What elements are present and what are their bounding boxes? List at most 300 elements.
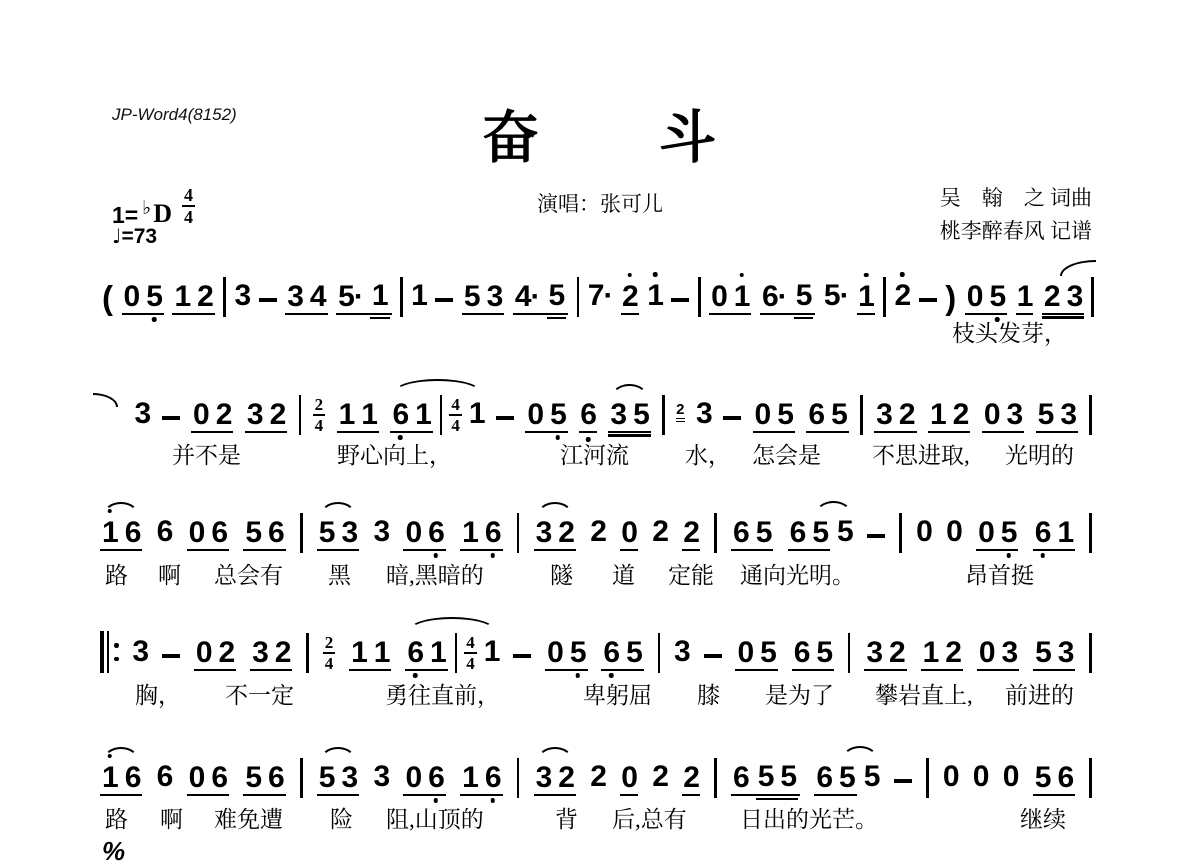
note [946,517,962,547]
lyric: 枝头发芽， [952,321,1067,346]
note-digit: 6 [268,760,284,794]
note-digit: 3 [1006,397,1023,431]
note [795,278,812,312]
beam-group [1033,760,1075,796]
barline [1089,395,1092,435]
note [373,635,390,669]
tie-from-previous-line [97,393,123,435]
lyric: 怎会是 [752,443,821,468]
note-digit: 3 [866,635,882,669]
barline [300,758,303,798]
note-digit: 6 [484,515,501,549]
note [428,515,444,549]
octave-dot-above [900,272,905,277]
note [793,635,810,669]
beam-group [753,397,795,433]
note [252,635,268,669]
beam-group [349,635,391,671]
quarter-note-icon: ♩ [112,224,122,248]
beam-group [513,278,568,315]
beam-group [982,397,1024,433]
note [268,515,284,549]
note-digit: 1 [351,635,367,669]
slur-group [534,515,576,551]
credit-transcriber: 桃李醉春风 记谱 [939,219,1092,243]
slur-group [814,762,879,799]
note [682,760,700,796]
barline [1089,758,1092,798]
note-digit: 0 [405,515,422,549]
note [737,635,754,669]
note-digit: 6 [1034,515,1051,549]
slur-group [608,397,650,433]
note [174,279,191,313]
note [652,517,668,547]
note [831,397,847,431]
note-digit: 6 [156,515,173,548]
octave-dot-below [1040,553,1045,558]
beam-group [243,515,285,551]
note-digit: 2 [590,515,606,548]
note [812,515,829,549]
note [373,762,389,792]
close-parenthesis: ) [945,279,957,316]
note [922,635,939,669]
lyric: 野心向上， [337,443,452,468]
lyric: 后,总有 [612,807,687,832]
note [929,397,946,431]
note-digit: 1 [174,279,191,313]
note-digit: 6 [1057,760,1074,794]
lyric: 攀岩直上, [875,683,973,708]
note [218,635,235,669]
note [157,762,173,792]
note [351,635,367,669]
lyric: 江河流 [560,443,629,468]
beam-group [337,397,379,433]
lyric: 是为了 [765,683,834,708]
note-digit: 6 [733,515,749,549]
note-digit: 3 [535,515,552,549]
barline [577,277,580,317]
note-digit: 2 [218,635,235,669]
beam-group [1036,397,1078,433]
note [816,635,833,669]
beam-group [243,760,285,796]
beam-group [792,635,834,671]
octave-dot-above [108,754,113,759]
note-digit: 5 [831,397,847,431]
note [696,399,712,429]
note-digit: 1 [462,515,478,549]
note [579,397,597,433]
octave-dot-above [864,273,869,278]
beam-group [460,760,502,796]
note [338,279,363,313]
note [943,762,959,792]
dash-note [894,779,912,783]
note [876,397,892,431]
note-digit: 3 [695,397,712,430]
note [361,397,377,431]
slur-group [788,517,853,554]
beam-group [462,279,504,315]
note-digit: 5 [633,397,649,431]
note-digit: 0 [978,515,994,549]
beam-group [370,278,390,312]
note [866,635,882,669]
note [411,281,427,311]
lyric: 路 [105,807,128,832]
notation-line [100,628,1092,674]
note-digit: 0 [195,635,212,669]
slur-group [405,633,499,674]
note [889,635,905,669]
note [268,760,284,794]
dash-note [496,416,514,420]
beam-group [336,278,391,315]
song-title: 奋 斗 [482,107,718,170]
lyric: 啊 [158,563,181,588]
note [188,760,205,794]
note [898,397,915,431]
open-parenthesis: ( [102,279,113,316]
note [1006,397,1023,431]
beam-group [756,759,798,793]
note-digit: 6 [580,397,596,431]
beam-group [977,635,1019,671]
note-digit: 0 [737,635,754,669]
note-digit: 6 [428,515,444,549]
repeat-start-sign [100,631,119,673]
note [211,760,228,794]
note [647,281,663,311]
barline [848,633,851,673]
note-digit: 3 [341,515,358,549]
note-digit: 3 [287,279,303,313]
lyric: 水， [685,443,731,468]
note [1016,279,1034,315]
note [535,760,552,794]
note [392,397,409,431]
note [755,515,772,549]
slur-group [100,515,142,551]
note [978,515,994,549]
key-letter: D [153,199,172,228]
note-digit: 5 [777,397,793,431]
barline [714,513,717,553]
note [371,278,388,312]
note-digit: 3 [1060,397,1077,431]
note [1057,635,1074,669]
note [989,279,1006,313]
note [287,279,303,313]
performer-line: 演唱：张可儿 [537,192,663,216]
octave-dot-above [628,273,633,278]
note-digit: 0 [188,515,205,549]
time-signature [313,396,326,434]
note-digit: 3 [134,397,151,430]
note-digit: 1 [411,279,427,312]
dash-note [162,416,180,420]
note [1066,279,1083,313]
note-digit: 1 [430,635,446,669]
note-digit: 3 [132,635,149,668]
note-digit: 2 [683,760,699,794]
lyric: 卑躬屈 [583,683,652,708]
repeat-dot [114,657,119,662]
barline [440,395,443,435]
repeat-thin-bar [107,631,109,673]
note [484,637,500,667]
repeat-dot [114,643,119,648]
note-digit: 3 [1001,635,1018,669]
beam-group [806,397,848,433]
beam-group [194,635,236,671]
note [1001,635,1018,669]
note [633,397,649,431]
note-digit: 6· [762,279,787,313]
note [211,515,228,549]
barline [1091,277,1094,317]
barline [714,758,717,798]
note-digit: 5 [839,760,855,794]
lyric: 不一定 [225,683,294,708]
note [569,635,586,669]
note [197,279,213,313]
beam-group [794,278,814,312]
note-digit: 1 [102,760,118,794]
octave-dot-above [739,273,744,278]
note [1057,515,1074,549]
note-digit: 4 [309,279,326,313]
lyric: 背 [555,807,578,832]
beam-group [403,760,445,796]
note [973,762,989,792]
note-digit: 6 [392,397,409,431]
note [1003,762,1019,792]
note [405,515,422,549]
note-digit: 2 [269,397,286,431]
note [1035,635,1051,669]
note [590,517,606,547]
note-digit: 2 [590,760,606,793]
note [102,760,118,794]
note-digit: 5 [245,515,262,549]
note [547,635,563,669]
note-digit: 1 [361,397,377,431]
beam-group [390,397,432,433]
note-digit: 5 [812,515,829,549]
note-digit: 0 [193,397,209,431]
note-digit: 6 [268,515,284,549]
slur-group [534,760,576,796]
beam-group [965,279,1007,315]
beam-group [250,635,292,671]
note [733,515,749,549]
note-digit: 0 [711,279,727,313]
note-digit: 2 [558,515,574,549]
note-digit: 5 [1000,515,1017,549]
note [407,635,423,669]
time-sig-numerator: 4 [451,395,460,414]
note [762,279,787,313]
note [123,279,140,313]
note-digit: 1 [922,635,939,669]
note-digit: 5 [318,760,335,794]
note-digit: 1 [371,278,388,312]
note [590,762,606,792]
note-digit: 6 [124,515,141,549]
note-digit: 1 [1016,279,1033,313]
beam-group [1033,635,1075,671]
note [341,760,358,794]
barline [883,277,886,317]
beam-group [547,278,567,312]
note [548,278,565,312]
beam-group [403,515,445,551]
octave-dot-above [108,509,113,514]
note-digit: 2 [683,515,699,549]
dash-note [162,654,180,658]
note [682,515,700,551]
note [1037,397,1054,431]
note [610,397,627,431]
barline [1089,513,1092,553]
note [157,517,173,547]
beam-group [874,397,916,433]
lyric: 啊 [160,807,183,832]
note [894,281,910,311]
note [132,637,148,667]
note [558,760,574,794]
beam-group [731,759,800,796]
note-digit: 6 [789,515,806,549]
lyric: 并不是 [172,443,241,468]
note-digit: 5 [795,278,812,312]
note-digit: 6 [211,760,228,794]
note [188,515,205,549]
note [839,760,855,794]
slur-group [1042,277,1094,318]
octave-dot-below [575,673,580,678]
note-digit: 0 [547,635,563,669]
time-sig-numerator: 2 [314,395,324,414]
note-digit: 6 [816,760,833,794]
note [124,515,141,549]
note [864,762,880,792]
note-digit: 6 [407,635,423,669]
watermark: JP-Word4(8152) [112,105,237,124]
note [1043,279,1060,313]
note [558,515,574,549]
note [733,760,749,794]
note-digit: 6 [428,760,444,794]
beam-group [187,515,229,551]
note-digit: 2 [652,515,668,548]
note-digit: 1 [733,279,750,313]
note [134,399,150,429]
dash-note [435,298,453,302]
note-digit: 2 [215,397,232,431]
note [777,397,793,431]
note [978,635,995,669]
note-digit: 3 [610,397,627,431]
octave-dot-below [490,553,495,558]
note-digit: 6 [808,397,825,431]
note-digit: 0 [972,760,989,793]
note [318,515,335,549]
grace-note: 2 [676,402,684,422]
flat-icon: ♭ [142,197,152,219]
beam-group [601,635,643,671]
note-digit: 3 [373,515,390,548]
note [966,279,983,313]
note [620,760,638,796]
beam-group [191,397,233,433]
note [757,759,774,793]
lyric: 隧 [550,563,573,588]
lyric: 险 [330,807,353,832]
note [652,762,668,792]
note [550,397,566,431]
note [626,635,642,669]
notation-line [102,272,1094,318]
note [674,637,690,667]
note [983,397,1000,431]
note-digit: 2 [894,279,911,312]
beam-group [285,279,327,315]
note [733,279,750,313]
note-digit: 5 [1037,397,1054,431]
note [146,279,162,313]
note-digit: 3 [252,635,268,669]
note [754,397,771,431]
lyric: 不思进取, [872,443,970,468]
note [430,635,446,669]
notation-line [100,753,1092,799]
note-digit: 5 [816,635,833,669]
note-digit: 3 [876,397,892,431]
note-digit: 0 [946,515,962,548]
note-digit: 1 [415,397,431,431]
note-digit: 6 [156,760,173,793]
note-digit: 5 [626,635,642,669]
beam-group [731,515,773,551]
note-digit: 0 [405,760,422,794]
note-digit: 6 [793,635,810,669]
note [621,279,639,315]
note-digit: 4· [514,279,540,313]
lyric: 阻,山顶的 [386,807,484,832]
note [415,397,431,431]
lyric: 前进的 [1005,683,1074,708]
note [269,397,286,431]
note-digit: 2 [197,279,213,313]
note [341,515,358,549]
tempo-value: =73 [121,225,158,248]
note-digit: 3 [373,760,390,793]
barline [517,758,520,798]
note-digit: 3 [1057,635,1074,669]
note [1060,397,1077,431]
lyric: 路 [105,563,128,588]
note-digit: 0 [621,515,637,549]
barline [400,277,403,317]
note [780,759,797,793]
note-digit: 3 [535,760,552,794]
note [857,279,875,315]
